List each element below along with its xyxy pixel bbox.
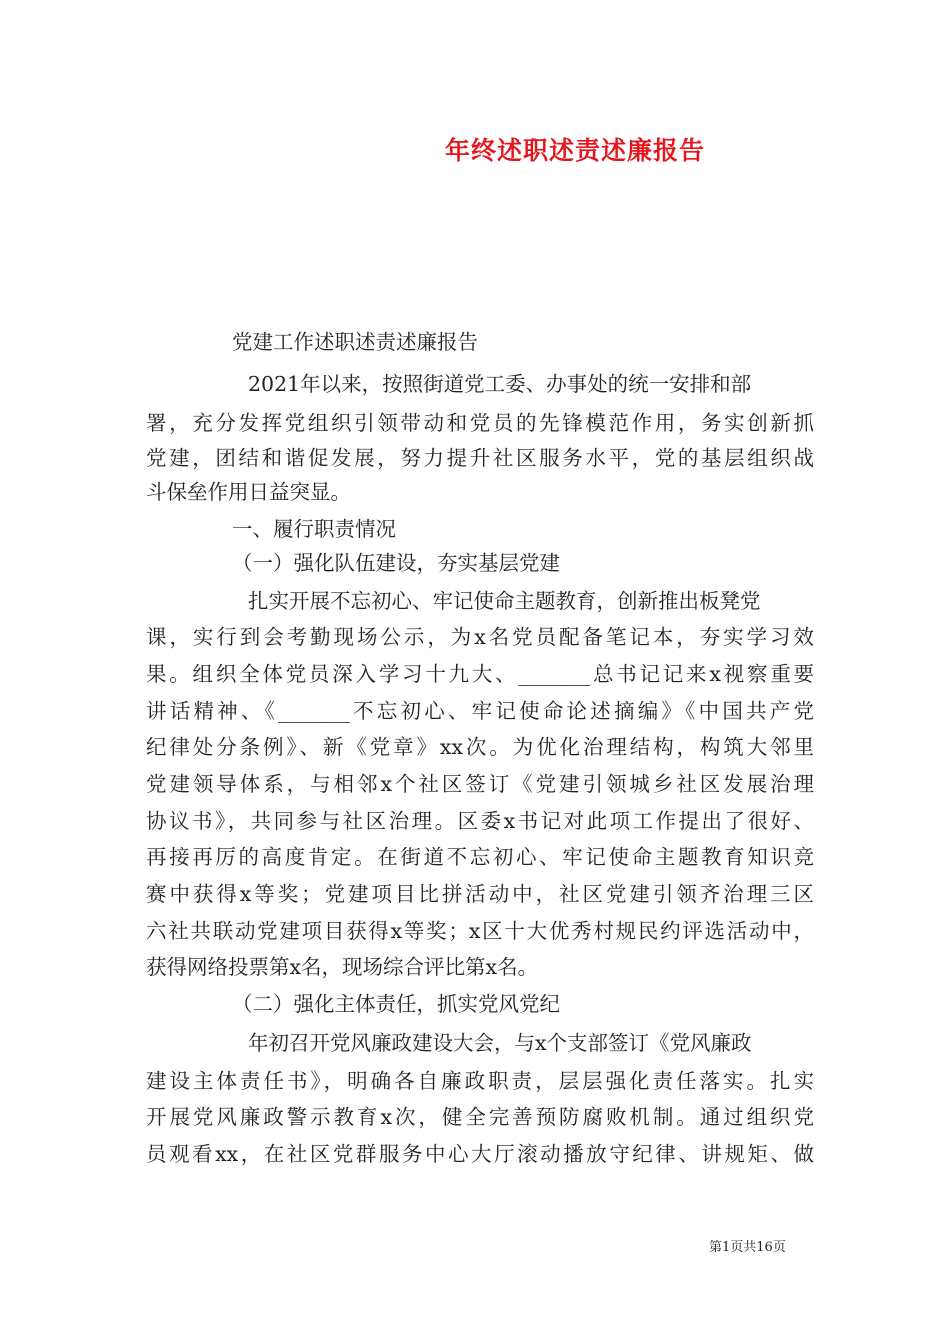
paragraph-line: 党建领导体系，与相邻x个社区签订《党建引领城乡社区发展治理 <box>146 772 814 796</box>
paragraph-line: 再接再厉的高度肯定。在街道不忘初心、牢记使命主题教育知识竞 <box>146 845 814 869</box>
paragraph-line: 2021年以来，按照街道党工委、办事处的统一安排和部 <box>248 372 752 396</box>
page-number: 第1页共16页 <box>709 1240 786 1255</box>
paragraph-line: 课，实行到会考勤现场公示，为x名党员配备笔记本，夯实学习效 <box>146 625 814 649</box>
paragraph-line: 获得网络投票第x名，现场综合评比第x名。 <box>146 955 539 979</box>
paragraph-line: 斗保垒作用日益突显。 <box>146 480 351 504</box>
paragraph-line: 果。组织全体党员深入学习十九大、_______总书记记来x视察重要 <box>146 662 814 686</box>
paragraph-line: 六社共联动党建项目获得x等奖；x区十大优秀村规民约评选活动中， <box>146 919 814 943</box>
page-title: 年终述职述责述廉报告 <box>444 136 705 165</box>
paragraph-line: 扎实开展不忘初心、牢记使命主题教育，创新推出板凳党 <box>248 589 761 613</box>
subsection-heading: （二）强化主体责任，抓实党风党纪 <box>232 992 560 1016</box>
section-heading: 一、履行职责情况 <box>232 517 396 541</box>
paragraph-line: 纪律处分条例》、新《党章》xx次。为优化治理结构，构筑大邻里 <box>146 735 814 759</box>
paragraph-line: 署，充分发挥党组织引领带动和党员的先锋模范作用，务实创新抓 <box>146 411 814 435</box>
paragraph-line: 赛中获得x等奖；党建项目比拼活动中，社区党建引领齐治理三区 <box>146 882 814 906</box>
paragraph-line: 协议书》，共同参与社区治理。区委x书记对此项工作提出了很好、 <box>146 809 814 833</box>
subtitle: 党建工作述职述责述廉报告 <box>232 330 478 354</box>
paragraph-line: 开展党风廉政警示教育x次，健全完善预防腐败机制。通过组织党 <box>146 1105 814 1129</box>
paragraph-line: 党建，团结和谐促发展，努力提升社区服务水平，党的基层组织战 <box>146 446 814 470</box>
paragraph-line: 年初召开党风廉政建设大会，与x个支部签订《党风廉政 <box>248 1031 752 1055</box>
subsection-heading: （一）强化队伍建设，夯实基层党建 <box>232 551 560 575</box>
paragraph-line: 员观看xx，在社区党群服务中心大厅滚动播放守纪律、讲规矩、做 <box>146 1142 814 1166</box>
paragraph-line: 讲话精神、《_______不忘初心、牢记使命论述摘编》《中国共产党 <box>146 699 814 723</box>
paragraph-line: 建设主体责任书》，明确各自廉政职责，层层强化责任落实。扎实 <box>146 1069 814 1093</box>
